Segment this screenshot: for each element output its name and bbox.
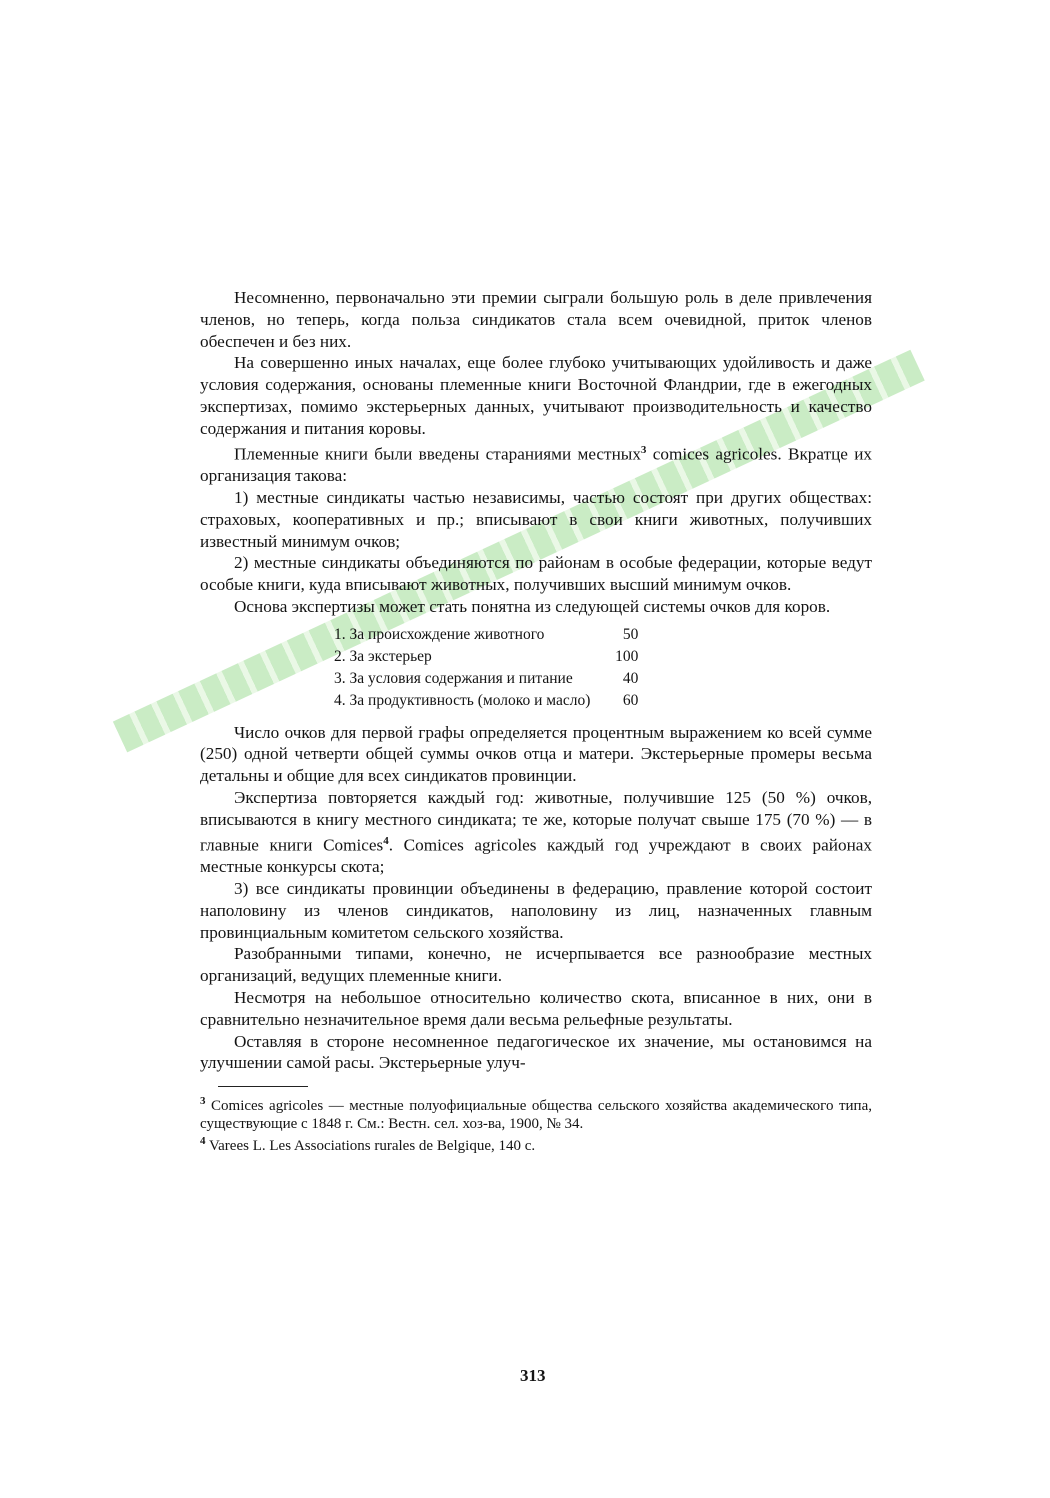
paragraph-results: Несмотря на небольшое относительно количество скота, вписанное в них, они в сравнительно незначительное время дали весьма рельефные результаты. <box>200 987 872 1029</box>
score-label: 2. За экстерьер <box>334 647 432 665</box>
table-row <box>334 646 638 668</box>
score-points: 40 <box>622 669 639 687</box>
basis-paragraph: Основа экспертизы может стать понятна из следующей системы очков для коров. <box>234 596 831 616</box>
table-row <box>334 668 638 690</box>
paragraph-3-text-b: comices agricoles. Вкратце их организация такова: <box>200 444 872 486</box>
footnote-4 <box>200 1133 872 1156</box>
table-row <box>334 690 638 712</box>
score-label: 1. За происхождение животного <box>334 625 545 643</box>
paragraph-expertise <box>200 787 872 878</box>
page-body <box>200 287 872 1156</box>
footnote-3 <box>200 1093 872 1133</box>
score-label: 3. За условия содержания и питание <box>334 669 573 687</box>
paragraph-2: На совершенно иных началах, еще более глубоко учитывающих удойливость и даже условия содержания, основаны племенные книги Восточной Фландрии, где в ежегодных экспертизах, помимо экстерьерных данных, учитывают производительность и качество содержания и питания коровы. <box>200 353 872 438</box>
paragraph-1: Несомненно, первоначально эти премии сыграли большую роль в деле привлечения членов, но теперь, когда польза синдикатов стала всем очевидной, приток членов обеспечен и без них. <box>200 288 872 351</box>
score-points: 100 <box>615 647 639 665</box>
list-item-3: 3) все синдикаты провинции объединены в федерацию, правление которой состоит наполовину из членов синдикатов, наполовину из лиц, назначенных главным провинциальным комитетом сельского хозяйства. <box>200 879 872 942</box>
footnote-divider <box>218 1086 308 1087</box>
paragraph-improvement: Оставляя в стороне несомненное педагогическое их значение, мы остановимся на улучшении самой расы. Экстерьерные улуч- <box>200 1031 872 1073</box>
footnote-text: Varees L. Les Associations rurales de Belgique, 140 с. <box>205 1138 536 1155</box>
footnote-text: Comices agricoles — местные полуофициальные общества сельского хозяйства академического типа, существующие с 1848 г. См.: Вестн. сел. хоз-ва, 1900, № 34. <box>200 1098 872 1132</box>
list-item-2: 2) местные синдикаты объединяются по районам в особые федерации, которые ведут особые книги, куда вписывают животных, получивших высший минимум очков. <box>200 553 872 595</box>
paragraph-3-text-a: Племенные книги были введены стараниями местных <box>234 444 641 464</box>
paragraph-3 <box>200 440 872 487</box>
footnote-mark: 3 <box>200 1095 206 1108</box>
expertise-text-a: Экспертиза повторяется каждый год: животные, получившие 125 (50 %) очков, вписываются в книгу местного синдиката; те же, которые получат свыше 175 (70 %) — в главные книги Comices <box>200 788 872 855</box>
expertise-text-b: . Comices agricoles каждый год учреждают в своих районах местные конкурсы скота; <box>200 835 872 877</box>
score-table <box>334 624 638 712</box>
paragraph-after-table: Число очков для первой графы определяется процентным выражением ко всей сумме (250) одной четверти общей суммы очков отца и матери. Экстерьерные промеры весьма детальны и общие для всех синдикатов провинции. <box>200 722 872 786</box>
list-item-1: 1) местные синдикаты частью независимы, частью состоят при других обществах: страховых, кооперативных и пр.; вписывают в свои книги животных, получивших известный минимум очков; <box>200 487 872 551</box>
table-row <box>334 624 638 646</box>
page-number: 313 <box>520 1366 546 1385</box>
footnote-ref-4: 4 <box>383 834 389 847</box>
score-points: 50 <box>622 625 639 643</box>
score-points: 60 <box>622 691 639 709</box>
score-label: 4. За продуктивность (молоко и масло) <box>334 691 591 709</box>
paragraph-types: Разобранными типами, конечно, не исчерпывается все разнообразие местных организаций, ведущих племенные книги. <box>200 944 872 986</box>
footnote-mark: 4 <box>200 1135 206 1148</box>
footnote-ref-3: 3 <box>640 443 647 456</box>
